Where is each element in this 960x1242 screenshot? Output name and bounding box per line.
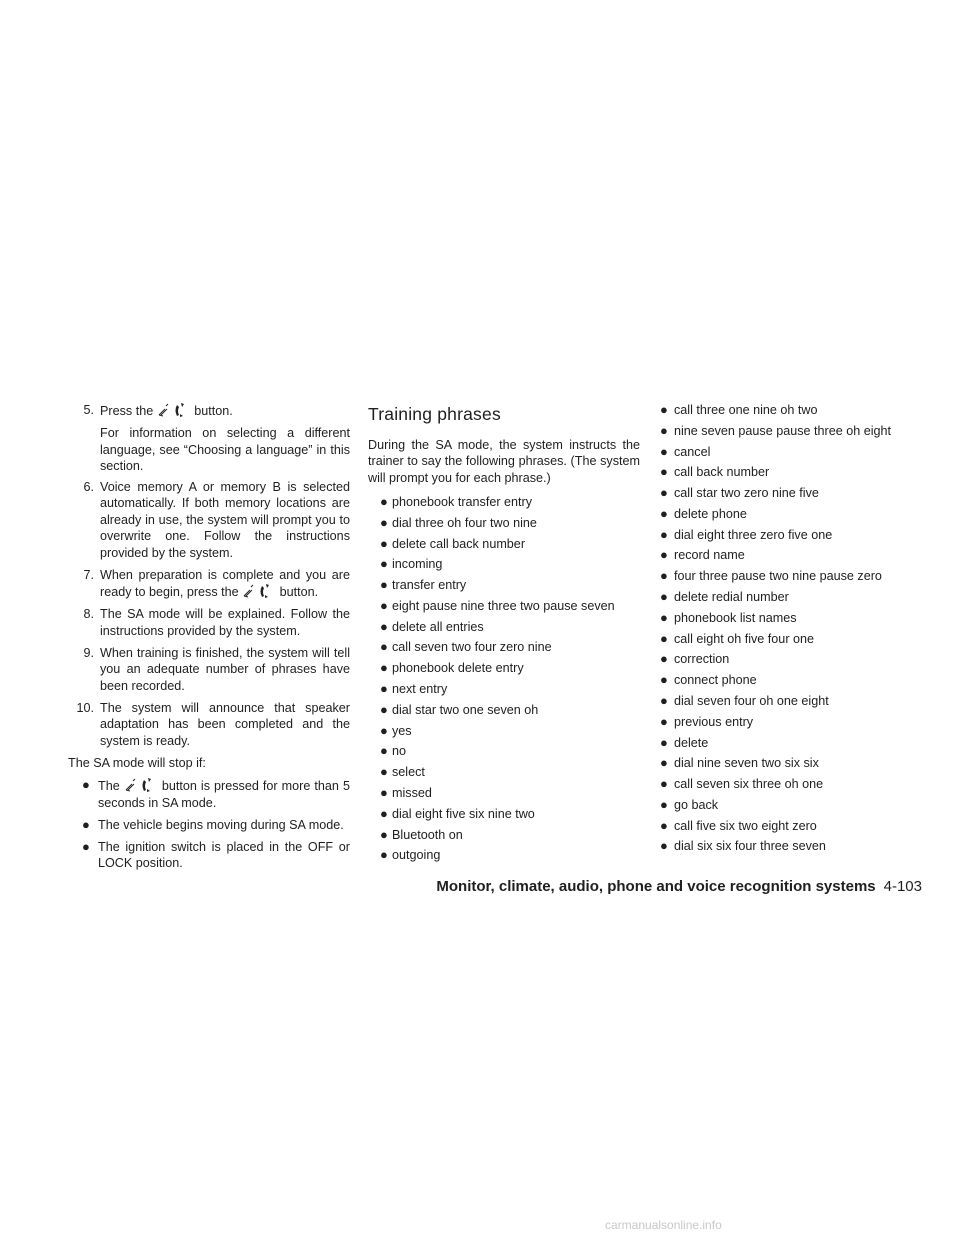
phrase-item — [368, 639, 640, 655]
bullet-icon: ● — [380, 597, 388, 613]
phrase-text: missed — [392, 785, 432, 800]
bullet-icon: ● — [660, 589, 668, 605]
step-text: When training is finished, the system will tell you an adequate number of phrases have been recorded. — [100, 645, 350, 693]
bullet-icon: ● — [380, 681, 388, 697]
step-5-note: For information on selecting a different language, see “Choosing a language” in this section. — [100, 426, 350, 473]
talk-phone-icon — [242, 583, 276, 599]
phrase-item — [656, 714, 914, 730]
step-6 — [68, 479, 350, 562]
stop-intro: The SA mode will stop if: — [68, 755, 206, 770]
bullet-icon: ● — [660, 526, 668, 542]
bullet-icon: ● — [82, 777, 90, 792]
bullet-icon: ● — [660, 713, 668, 729]
phrase-text: call three one nine oh two — [674, 403, 818, 417]
phrase-text: dial star two one seven oh — [392, 702, 539, 717]
bullet-icon: ● — [380, 826, 388, 842]
phrase-item — [368, 764, 640, 780]
bullet-icon: ● — [380, 556, 388, 572]
bullet-icon: ● — [660, 464, 668, 480]
bullet-icon: ● — [380, 577, 388, 593]
bullet-icon: ● — [380, 784, 388, 800]
phrase-text: phonebook transfer entry — [392, 495, 533, 509]
stop-text: The ignition switch is placed in the OFF or LOCK position. — [98, 839, 350, 871]
bullet-icon: ● — [380, 743, 388, 759]
watermark: carmanualsonline.info — [605, 1218, 722, 1232]
phrase-item — [656, 506, 914, 522]
phrase-text: connect phone — [674, 673, 757, 688]
stop-text: The vehicle begins moving during SA mode. — [98, 817, 344, 832]
step-text: Voice memory A or memory B is selected automatically. If both memory locations are already in use, the system will prompt you to overwrite one. Follow the instructions provided by the system. — [100, 479, 350, 560]
phrase-text: no — [392, 744, 407, 759]
step-number: 6. — [83, 479, 94, 494]
step-5 — [68, 402, 350, 420]
phrase-text: delete call back number — [392, 536, 526, 551]
phrase-text: phonebook delete entry — [392, 661, 524, 676]
phrase-item — [368, 598, 640, 614]
phrase-item — [656, 818, 914, 834]
phrase-item — [368, 681, 640, 697]
phrase-text: dial nine seven two six six — [674, 756, 819, 771]
phrase-text: four three pause two nine pause zero — [674, 569, 882, 584]
phrase-text: go back — [674, 797, 719, 812]
phrase-text: Bluetooth on — [392, 827, 463, 842]
step-number: 9. — [83, 645, 94, 660]
phrase-item — [656, 589, 914, 605]
step-7 — [68, 567, 350, 601]
phrase-item — [368, 723, 640, 739]
step-8 — [68, 606, 350, 639]
phrase-text: yes — [392, 723, 412, 738]
bullet-icon: ● — [660, 692, 668, 708]
step-text-end: button. — [279, 585, 319, 599]
bullet-icon: ● — [380, 494, 388, 509]
phrase-text: call five six two eight zero — [674, 818, 817, 833]
bullet-icon: ● — [660, 734, 668, 750]
talk-phone-icon — [157, 402, 191, 418]
bullet-icon: ● — [380, 847, 388, 863]
phrase-item — [656, 672, 914, 688]
phrase-item — [368, 536, 640, 552]
phrase-text: dial eight five six nine two — [392, 806, 535, 821]
phrase-text: phonebook list names — [674, 610, 797, 625]
phrase-item — [368, 556, 640, 572]
bullet-icon: ● — [660, 630, 668, 646]
page-number: 4-103 — [883, 878, 922, 895]
bullet-icon: ● — [380, 722, 388, 738]
bullet-icon: ● — [380, 660, 388, 676]
phrase-item — [368, 806, 640, 822]
bullet-icon: ● — [380, 618, 388, 634]
phrase-text: call eight oh five four one — [674, 631, 815, 646]
page-footer — [436, 878, 922, 895]
phrase-item — [656, 568, 914, 584]
phrase-text: delete redial number — [674, 590, 789, 605]
phrase-item — [656, 444, 914, 460]
phrase-item — [368, 494, 640, 510]
phrase-text: call star two zero nine five — [674, 486, 819, 501]
phrase-text: previous entry — [674, 714, 754, 729]
phrase-text: incoming — [392, 557, 443, 572]
bullet-icon: ● — [660, 651, 668, 667]
phrase-item — [368, 785, 640, 801]
phrase-item — [656, 464, 914, 480]
bullet-icon: ● — [660, 672, 668, 688]
bullet-icon: ● — [380, 805, 388, 821]
step-text: When preparation is complete and you are ready to begin, press the — [100, 567, 350, 599]
bullet-icon: ● — [660, 505, 668, 521]
bullet-icon: ● — [380, 639, 388, 655]
step-10 — [68, 700, 350, 750]
bullet-icon: ● — [660, 485, 668, 501]
talk-phone-icon — [124, 777, 158, 793]
phrase-list-1 — [368, 494, 640, 863]
phrase-text: delete — [674, 735, 709, 750]
bullet-icon: ● — [660, 776, 668, 792]
bullet-icon: ● — [380, 701, 388, 717]
phrase-text: transfer entry — [392, 578, 467, 593]
bullet-icon: ● — [380, 535, 388, 551]
bullet-icon: ● — [660, 609, 668, 625]
step-text: The system will announce that speaker adaptation has been completed and the system is ready. — [100, 700, 350, 748]
phrase-text: correction — [674, 652, 730, 667]
phrase-item — [368, 577, 640, 593]
bullet-icon: ● — [82, 816, 90, 832]
stop-text: The — [98, 779, 120, 793]
phrase-item — [656, 527, 914, 543]
bullet-icon: ● — [660, 568, 668, 584]
step-9 — [68, 645, 350, 695]
phrase-item — [656, 693, 914, 709]
middle-column — [368, 402, 640, 868]
step-text: Press the — [100, 404, 154, 418]
phrase-item — [656, 547, 914, 563]
phrase-item — [656, 755, 914, 771]
phrase-text: delete phone — [674, 506, 747, 521]
phrase-item — [656, 838, 914, 854]
phrase-text: call seven two four zero nine — [392, 640, 552, 655]
phrase-item — [368, 515, 640, 531]
phrase-text: dial eight three zero five one — [674, 527, 833, 542]
phrase-item — [656, 631, 914, 647]
phrase-item — [368, 702, 640, 718]
phrase-list-2 — [656, 402, 914, 854]
stop-condition — [68, 777, 350, 811]
phrase-text: nine seven pause pause three oh eight — [674, 423, 892, 438]
bullet-icon: ● — [380, 764, 388, 780]
phrase-text: call back number — [674, 465, 770, 480]
phrase-text: dial six six four three seven — [674, 839, 826, 854]
step-text-end: button. — [194, 404, 233, 418]
phrase-item — [656, 610, 914, 626]
bullet-icon: ● — [380, 514, 388, 530]
training-intro: During the SA mode, the system instructs the trainer to say the following phrases. (The system will prompt you for each phrase.) — [368, 437, 640, 485]
bullet-icon: ● — [660, 547, 668, 563]
phrase-item — [656, 651, 914, 667]
phrase-text: delete all entries — [392, 619, 484, 634]
bullet-icon: ● — [660, 422, 668, 438]
bullet-icon: ● — [660, 796, 668, 812]
phrase-item — [656, 423, 914, 439]
bullet-icon: ● — [660, 402, 668, 417]
step-number: 10. — [76, 700, 94, 715]
phrase-item — [656, 402, 914, 418]
bullet-icon: ● — [660, 755, 668, 771]
stop-condition — [68, 839, 350, 872]
phrase-text: dial seven four oh one eight — [674, 693, 829, 708]
section-heading: Training phrases — [368, 404, 501, 424]
stop-condition — [68, 817, 350, 834]
left-column — [68, 402, 350, 877]
footer-section-title: Monitor, climate, audio, phone and voice recognition systems — [436, 878, 876, 895]
phrase-item — [368, 847, 640, 863]
phrase-text: next entry — [392, 682, 448, 697]
phrase-item — [368, 619, 640, 635]
stop-text-end: button is pressed for more than 5 seconds in SA mode. — [98, 779, 351, 810]
bullet-icon: ● — [660, 443, 668, 459]
phrase-text: record name — [674, 548, 745, 563]
phrase-text: select — [392, 765, 425, 780]
phrase-text: call seven six three oh one — [674, 777, 824, 792]
step-number: 8. — [83, 607, 94, 621]
phrase-text: outgoing — [392, 848, 441, 863]
phrase-item — [368, 827, 640, 843]
step-number: 7. — [83, 567, 94, 582]
phrase-item — [656, 797, 914, 813]
phrase-item — [368, 660, 640, 676]
phrase-item — [368, 743, 640, 759]
phrase-text: cancel — [674, 444, 711, 459]
right-column — [656, 402, 914, 859]
phrase-item — [656, 776, 914, 792]
phrase-text: dial three oh four two nine — [392, 515, 537, 530]
step-number: 5. — [83, 403, 94, 417]
bullet-icon: ● — [660, 838, 668, 854]
bullet-icon: ● — [660, 817, 668, 833]
bullet-icon: ● — [82, 838, 90, 854]
phrase-item — [656, 485, 914, 501]
phrase-text: eight pause nine three two pause seven — [392, 598, 615, 613]
phrase-item — [656, 735, 914, 751]
step-text: The SA mode will be explained. Follow the instructions provided by the system. — [100, 607, 350, 638]
